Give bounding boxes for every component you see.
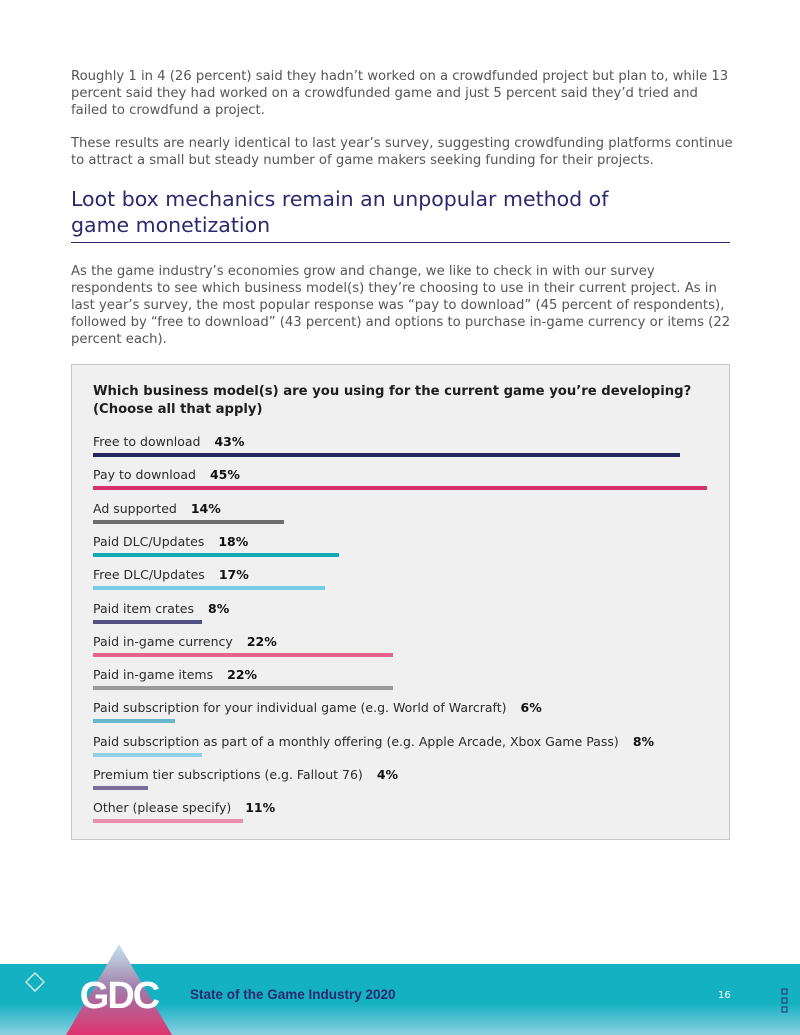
bar bbox=[93, 486, 707, 490]
bar-row bbox=[93, 800, 723, 830]
category-label: Other (please specify) bbox=[93, 800, 232, 816]
business-model-chart bbox=[71, 364, 730, 840]
value-label: 8% bbox=[632, 733, 655, 749]
diamond-outline-icon bbox=[25, 972, 45, 992]
bar-row bbox=[93, 734, 723, 764]
bar-label bbox=[93, 434, 244, 450]
bar-row bbox=[93, 700, 723, 730]
value-label: 6% bbox=[520, 700, 542, 716]
bar-label bbox=[93, 734, 654, 750]
bar-row bbox=[93, 501, 723, 531]
bar-row bbox=[93, 434, 723, 464]
body-paragraph-crowdfunding-summary: These results are nearly identical to last year’s survey, suggesting crowdfunding platforms continue to attract a small but steady number of game makers seeking funding for their projects. bbox=[71, 136, 733, 168]
bar-label bbox=[93, 601, 229, 617]
bar bbox=[93, 553, 339, 557]
category-label: Paid subscription as part of a monthly offering (e.g. Apple Arcade, Xbox Game Pass) bbox=[93, 733, 619, 749]
bar-row bbox=[93, 601, 723, 631]
bar-label bbox=[93, 800, 275, 816]
value-label: 22% bbox=[227, 667, 258, 683]
bar-row bbox=[93, 567, 723, 597]
bar-row bbox=[93, 467, 723, 497]
value-label: 4% bbox=[376, 767, 399, 782]
value-label: 11% bbox=[245, 800, 276, 816]
bar bbox=[93, 620, 202, 624]
value-label: 45% bbox=[209, 467, 240, 483]
value-label: 17% bbox=[218, 567, 249, 583]
bar bbox=[93, 586, 325, 590]
logo-wordmark: GDC bbox=[79, 975, 159, 1017]
category-label: Free DLC/Updates bbox=[93, 567, 205, 583]
bar bbox=[93, 653, 393, 657]
category-label: Pay to download bbox=[93, 467, 196, 483]
category-label: Paid DLC/Updates bbox=[93, 533, 205, 549]
bar-row bbox=[93, 667, 723, 697]
section-heading: Loot box mechanics remain an unpopular method of game monetization bbox=[71, 187, 609, 237]
bar-label bbox=[93, 700, 542, 716]
category-label: Paid item crates bbox=[93, 600, 195, 616]
page-squares-icon bbox=[778, 988, 792, 1016]
category-label: Free to download bbox=[93, 434, 201, 449]
bar-label bbox=[93, 634, 277, 650]
value-label: 8% bbox=[208, 600, 230, 616]
value-label: 18% bbox=[218, 533, 249, 549]
category-label: Premium tier subscriptions (e.g. Fallout 76) bbox=[93, 767, 363, 782]
bar-label bbox=[93, 567, 249, 583]
category-label: Paid subscription for your individual game (e.g. World of Warcraft) bbox=[93, 700, 507, 716]
bar bbox=[93, 719, 175, 723]
bar bbox=[93, 786, 148, 790]
bar bbox=[93, 520, 284, 524]
category-label: Paid in-game items bbox=[93, 667, 214, 683]
value-label: 43% bbox=[214, 434, 245, 449]
body-paragraph-business-models: As the game industry’s economies grow and change, we like to check in with our survey respondents to see which business model(s) they’re choosing to use in their current project. As in last year’s survey, the most popular response was “pay to download” (45 percent of respondents), followed by “free to download” (43 percent) and options to purchase in-game currency or items (22 percent each). bbox=[71, 264, 731, 347]
heading-divider bbox=[71, 242, 730, 243]
bar bbox=[93, 819, 243, 823]
publication-title: State of the Game Industry 2020 bbox=[190, 987, 396, 1002]
page-number: 16 bbox=[718, 990, 731, 1001]
value-label: 22% bbox=[246, 633, 277, 649]
bar-label bbox=[93, 767, 398, 783]
category-label: Paid in-game currency bbox=[93, 633, 233, 649]
bar-row bbox=[93, 634, 723, 664]
category-label: Ad supported bbox=[93, 500, 177, 516]
bar-label bbox=[93, 467, 240, 483]
bar-label bbox=[93, 534, 248, 550]
bar-row bbox=[93, 767, 723, 797]
bar-label bbox=[93, 667, 257, 683]
gdc-logo bbox=[64, 944, 174, 1035]
body-paragraph-crowdfunding: Roughly 1 in 4 (26 percent) said they hadn’t worked on a crowdfunded project but plan to, while 13 percent said they had worked on a crowdfunded game and just 5 percent said they’d tried and failed to crowdfund a project. bbox=[71, 69, 729, 118]
value-label: 14% bbox=[190, 500, 221, 516]
bar bbox=[93, 686, 393, 690]
bar bbox=[93, 453, 680, 457]
bar-row bbox=[93, 534, 723, 564]
bar-label bbox=[93, 501, 221, 517]
bar bbox=[93, 753, 202, 757]
chart-title: Which business model(s) are you using for the current game you’re developing? (Choose all that apply) bbox=[93, 384, 692, 417]
